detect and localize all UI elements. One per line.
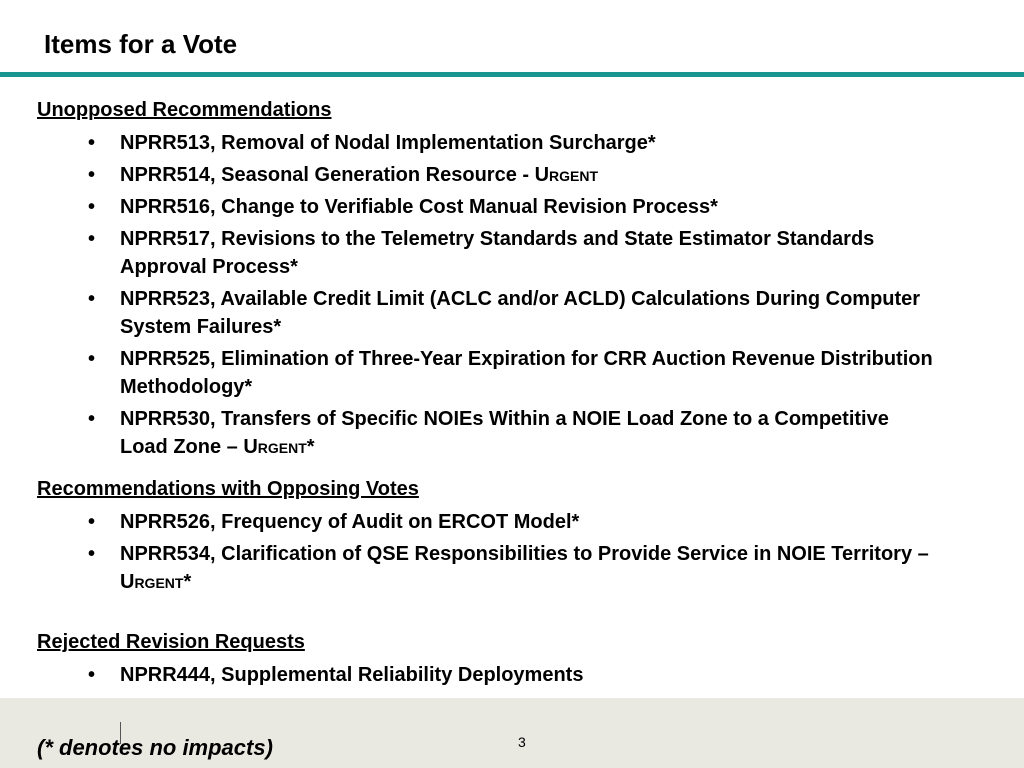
list-item	[37, 225, 942, 281]
bullet: •	[88, 664, 96, 686]
section-heading: Unopposed Recommendations	[37, 99, 332, 121]
item-text: NPRR534, Clarification of QSE Responsibilities to Provide Service in NOIE Territory –	[120, 543, 929, 565]
footer-note: (* denotes no impacts)	[37, 735, 273, 760]
urgent-label: Urgent	[243, 436, 307, 458]
list-item	[37, 129, 942, 157]
section-gap	[37, 465, 997, 477]
item-suffix: *	[183, 571, 192, 593]
bullet: •	[88, 408, 96, 430]
bullet: •	[88, 543, 96, 565]
list-item	[37, 193, 942, 221]
item-text: NPRR525, Elimination of Three-Year Expiration for CRR Auction Revenue Distribution Methodology*	[120, 348, 933, 398]
item-text: NPRR444, Supplemental Reliability Deployments	[120, 664, 584, 686]
item-text: NPRR517, Revisions to the Telemetry Standards and State Estimator Standards Approval Process*	[120, 228, 875, 278]
urgent-label: Urgent	[120, 571, 184, 593]
item-list	[37, 508, 997, 596]
list-item	[37, 405, 942, 461]
item-text: NPRR513, Removal of Nodal Implementation Surcharge*	[120, 132, 656, 154]
item-text: NPRR514, Seasonal Generation Resource -	[120, 164, 535, 186]
bullet: •	[88, 196, 96, 218]
bullet: •	[88, 164, 96, 186]
item-text: NPRR530, Transfers of Specific NOIEs Within a NOIE Load Zone to a Competitive Load Zone –	[120, 408, 889, 458]
section-opposing	[37, 477, 997, 596]
item-text: NPRR526, Frequency of Audit on ERCOT Model*	[120, 511, 580, 533]
section-unopposed	[37, 98, 997, 461]
page-number: 3	[518, 734, 526, 750]
section-heading: Rejected Revision Requests	[37, 631, 305, 653]
bullet: •	[88, 511, 96, 533]
list-item	[37, 508, 942, 536]
bullet: •	[88, 288, 96, 310]
item-text: NPRR523, Available Credit Limit (ACLC and/or ACLD) Calculations During Computer System Failures*	[120, 288, 921, 338]
bullet: •	[88, 348, 96, 370]
list-item	[37, 661, 942, 689]
bullet: •	[88, 132, 96, 154]
list-item	[37, 161, 942, 189]
list-item	[37, 285, 942, 341]
slide-title: Items for a Vote	[44, 29, 238, 59]
slide-content	[37, 98, 997, 693]
title-rule	[0, 72, 1024, 77]
item-list	[37, 661, 997, 689]
list-item	[37, 345, 942, 401]
section-heading: Recommendations with Opposing Votes	[37, 478, 419, 500]
item-list	[37, 129, 997, 461]
urgent-label: Urgent	[534, 164, 599, 186]
bullet: •	[88, 228, 96, 250]
section-gap	[37, 600, 997, 630]
section-rejected	[37, 630, 997, 689]
item-suffix: *	[306, 436, 315, 458]
list-item	[37, 540, 942, 596]
item-text: NPRR516, Change to Verifiable Cost Manual Revision Process*	[120, 196, 718, 218]
